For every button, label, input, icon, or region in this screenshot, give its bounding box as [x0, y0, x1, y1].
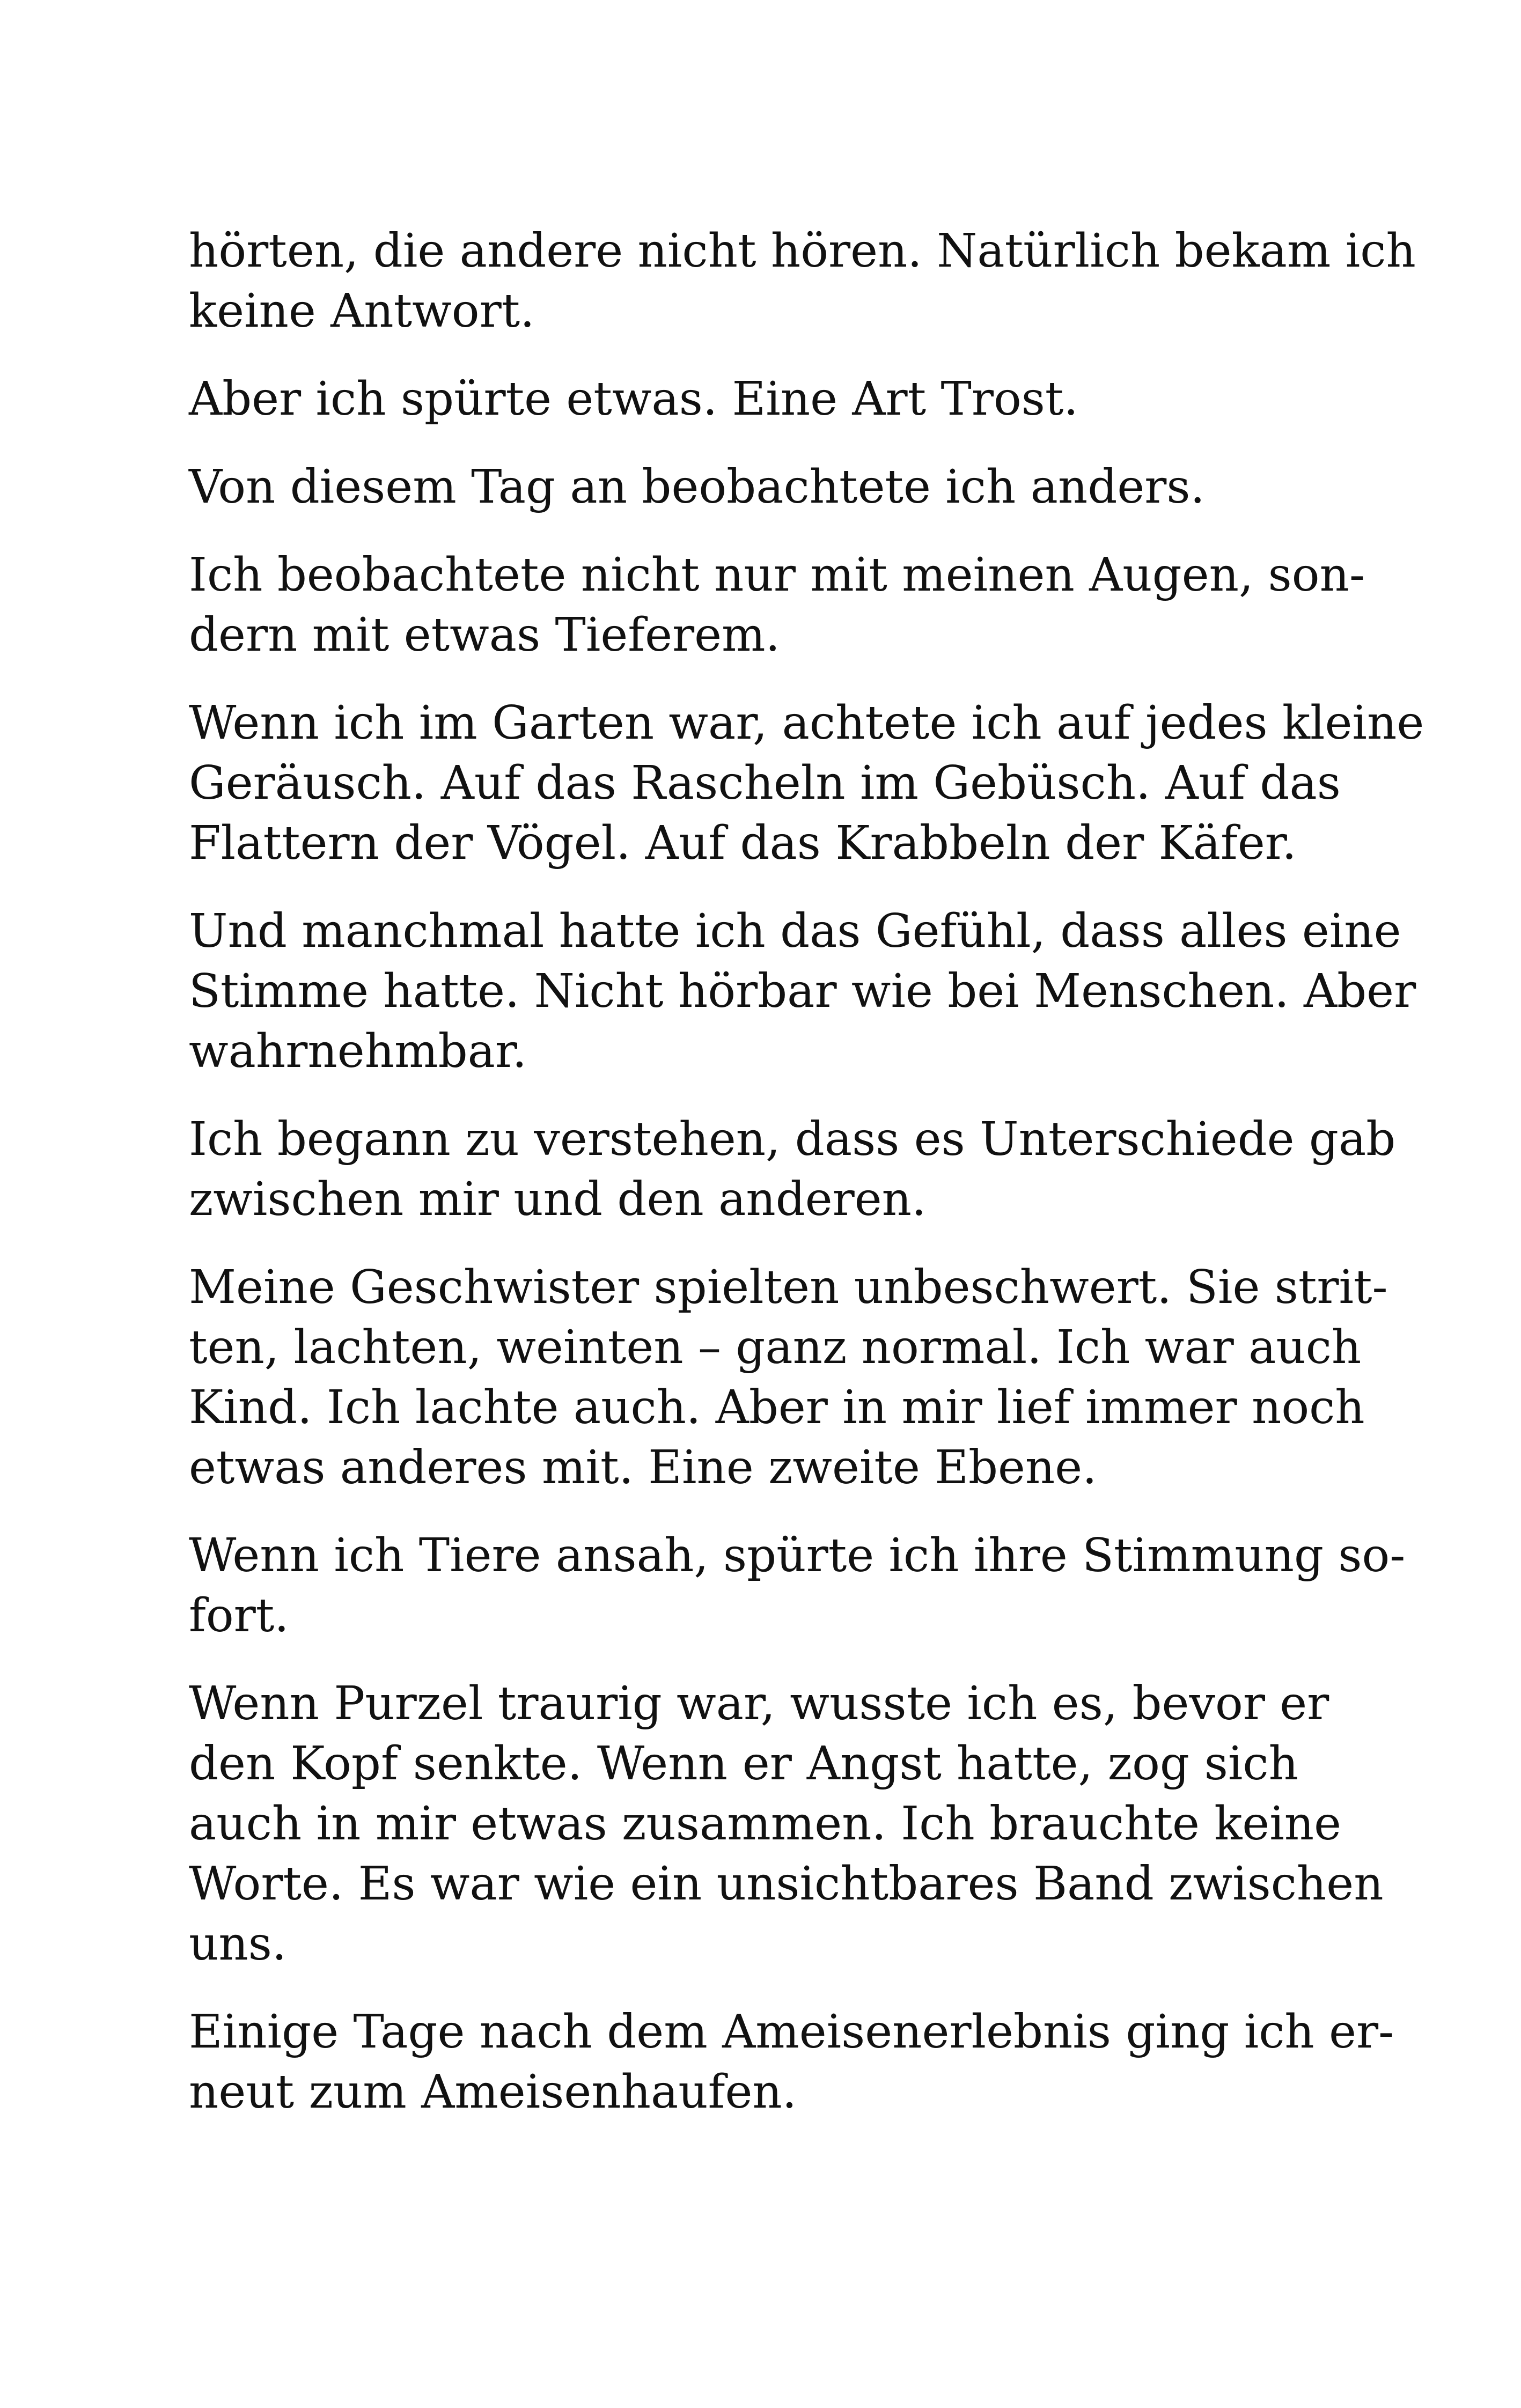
- text-line: zwischen mir und den anderen.: [189, 1173, 927, 1226]
- paragraph: [189, 545, 1365, 665]
- paragraph: [189, 1257, 1388, 1498]
- paragraph: [189, 2002, 1394, 2122]
- text-line: dern mit etwas Tieferem.: [189, 608, 780, 662]
- text-line: Wenn ich im Garten war, achtete ich auf jedes kleine: [189, 696, 1424, 750]
- text-line: Ich beobachtete nicht nur mit meinen Augen, son-: [189, 548, 1365, 602]
- text-line: Stimme hatte. Nicht hörbar wie bei Menschen. Aber: [189, 964, 1416, 1018]
- paragraph: [189, 1526, 1406, 1646]
- text-line: etwas anderes mit. Eine zweite Ebene.: [189, 1441, 1097, 1494]
- text-line: Ich begann zu verstehen, dass es Unterschiede gab: [189, 1113, 1396, 1166]
- text-line: Worte. Es war wie ein unsichtbares Band zwischen: [189, 1857, 1384, 1911]
- paragraph: [189, 693, 1424, 873]
- text-line: Wenn ich Tiere ansah, spürte ich ihre Stimmung so-: [189, 1529, 1406, 1582]
- text-line: Von diesem Tag an beobachtete ich anders.: [189, 460, 1205, 514]
- text-line: neut zum Ameisenhaufen.: [189, 2065, 797, 2119]
- body-text: [189, 221, 1424, 2150]
- text-line: Wenn Purzel traurig war, wusste ich es, bevor er: [189, 1677, 1329, 1730]
- paragraph: [189, 1674, 1384, 1974]
- text-line: den Kopf senkte. Wenn er Angst hatte, zog sich: [189, 1737, 1298, 1791]
- text-line: Kind. Ich lachte auch. Aber in mir lief immer noch: [189, 1381, 1365, 1434]
- paragraph: [189, 369, 1298, 429]
- paragraph: [189, 221, 1416, 341]
- text-line: Flattern der Vögel. Auf das Krabbeln der Käfer.: [189, 816, 1297, 870]
- paragraph: [189, 901, 1416, 1081]
- paragraph: [189, 1109, 1396, 1229]
- text-line: uns.: [189, 1917, 287, 1971]
- text-line: auch in mir etwas zusammen. Ich brauchte keine: [189, 1797, 1342, 1851]
- text-line: Meine Geschwister spielten unbeschwert. Sie strit-: [189, 1261, 1388, 1314]
- text-line: Einige Tage nach dem Ameisenerlebnis ging ich er-: [189, 2005, 1394, 2059]
- text-line: Und manchmal hatte ich das Gefühl, dass alles eine: [189, 904, 1401, 958]
- text-line: hörten, die andere nicht hören. Natürlich bekam ich: [189, 224, 1416, 278]
- paragraph: [189, 457, 1298, 517]
- text-line: wahrnehmbar.: [189, 1025, 527, 1078]
- text-line: Geräusch. Auf das Rascheln im Gebüsch. Auf das: [189, 756, 1341, 810]
- text-line: ten, lachten, weinten – ganz normal. Ich war auch: [189, 1321, 1362, 1374]
- text-line: Aber ich spürte etwas. Eine Art Trost.: [189, 372, 1078, 426]
- text-line: keine Antwort.: [189, 284, 535, 338]
- text-line: fort.: [189, 1589, 289, 1643]
